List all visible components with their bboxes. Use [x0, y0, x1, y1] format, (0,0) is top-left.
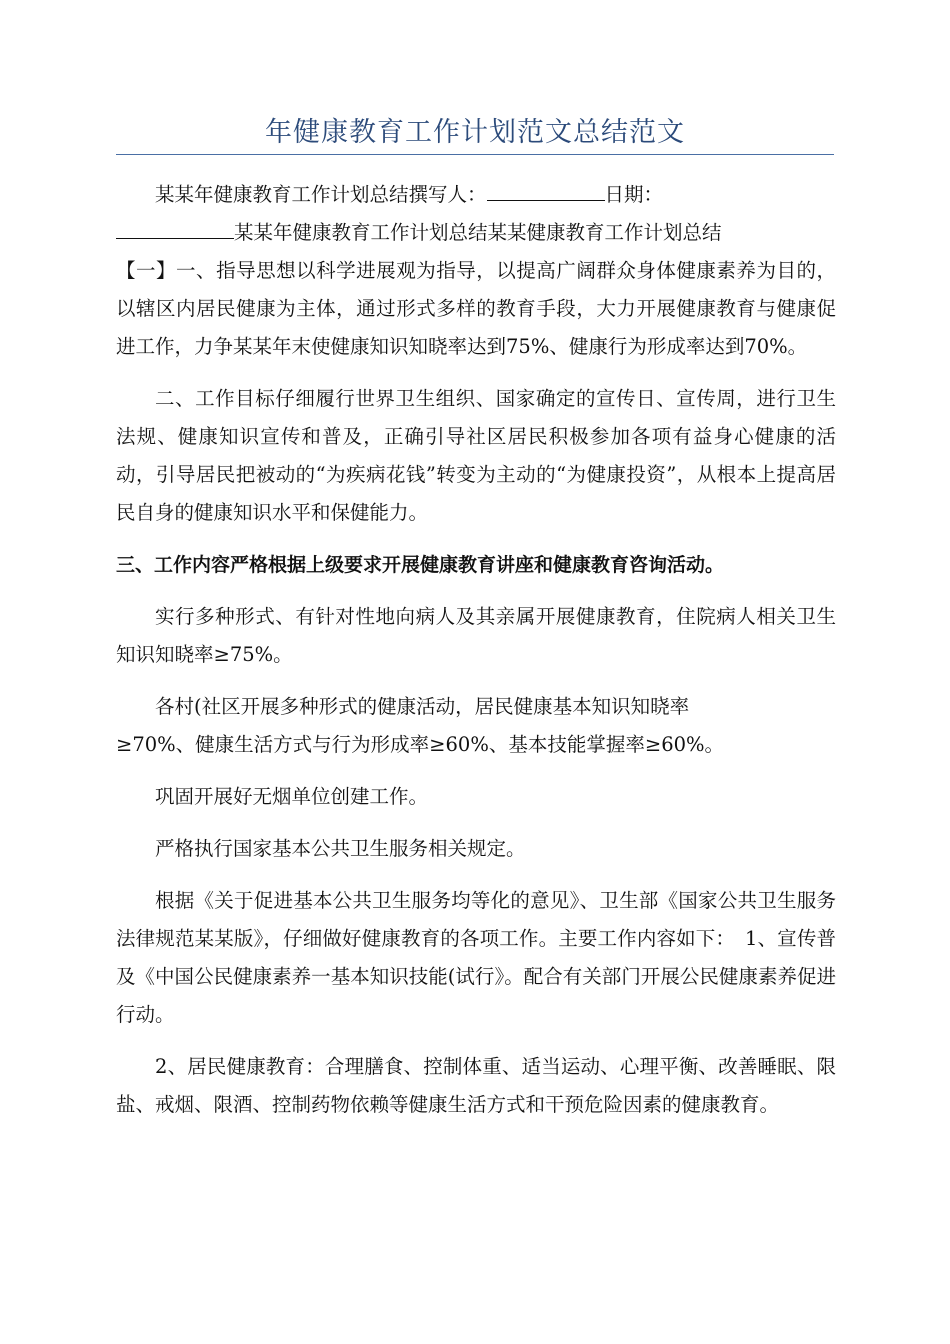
section-heading-content: 三、工作内容严格根据上级要求开展健康教育讲座和健康教育咨询活动。: [116, 554, 725, 576]
intro-paragraph: [116, 176, 836, 366]
document-body: [116, 176, 836, 1124]
paragraph-basis: 根据《关于促进基本公共卫生服务均等化的意见》、卫生部《国家公共卫生服务法律规范某某版》，仔细做好健康教育的各项工作。主要工作内容如下： 1、宣传普及《中国公民健康素养一基本知识技能(试行》。配合有关部门开展公民健康素养促进行动。: [116, 889, 836, 1026]
paragraph-resident-education: 2、居民健康教育：合理膳食、控制体重、适当运动、心理平衡、改善睡眠、限盐、戒烟、限酒、控制药物依赖等健康生活方式和干预危险因素的健康教育。: [116, 1055, 836, 1116]
title-underline: [116, 154, 834, 155]
paragraph-goals: 二、工作目标仔细履行世界卫生组织、国家确定的宣传日、宣传周，进行卫生法规、健康知识宣传和普及，正确引导社区居民积极参加各项有益身心健康的活动，引导居民把被动的“为疾病花钱”转变为主动的“为健康投资”，从根本上提高居民自身的健康知识水平和保健能力。: [116, 387, 836, 524]
intro-guiding-text: 【一】一、指导思想以科学进展观为指导，以提高广阔群众身体健康素养为目的，以辖区内居民健康为主体，通过形式多样的教育手段，大力开展健康教育与健康促进工作，力争某某年末使健康知识知晓率达到75%、健康行为形成率达到70%。: [116, 259, 836, 358]
paragraph-smoke-free: 巩固开展好无烟单位创建工作。: [155, 785, 429, 808]
author-blank: [487, 180, 605, 201]
villages-line-2: ≥70%、健康生活方式与行为形成率≥60%、基本技能掌握率≥60%。: [116, 733, 725, 756]
villages-line-1: 各村(社区开展多种形式的健康活动，居民健康基本知识知晓率: [155, 695, 690, 718]
date-blank: [116, 218, 234, 239]
intro-subtitle: 某某年健康教育工作计划总结某某健康教育工作计划总结: [234, 221, 722, 244]
intro-line-2: [116, 214, 836, 252]
date-label: 日期：: [604, 183, 664, 206]
author-label: 某某年健康教育工作计划总结撰写人：: [155, 183, 487, 206]
paragraph-patients: 实行多种形式、有针对性地向病人及其亲属开展健康教育，住院病人相关卫生知识知晓率≥75%。: [116, 605, 836, 666]
paragraph-regulations: 严格执行国家基本公共卫生服务相关规定。: [155, 837, 526, 860]
document-title: 年健康教育工作计划范文总结范文: [265, 117, 685, 148]
paragraph-villages: [116, 688, 836, 764]
